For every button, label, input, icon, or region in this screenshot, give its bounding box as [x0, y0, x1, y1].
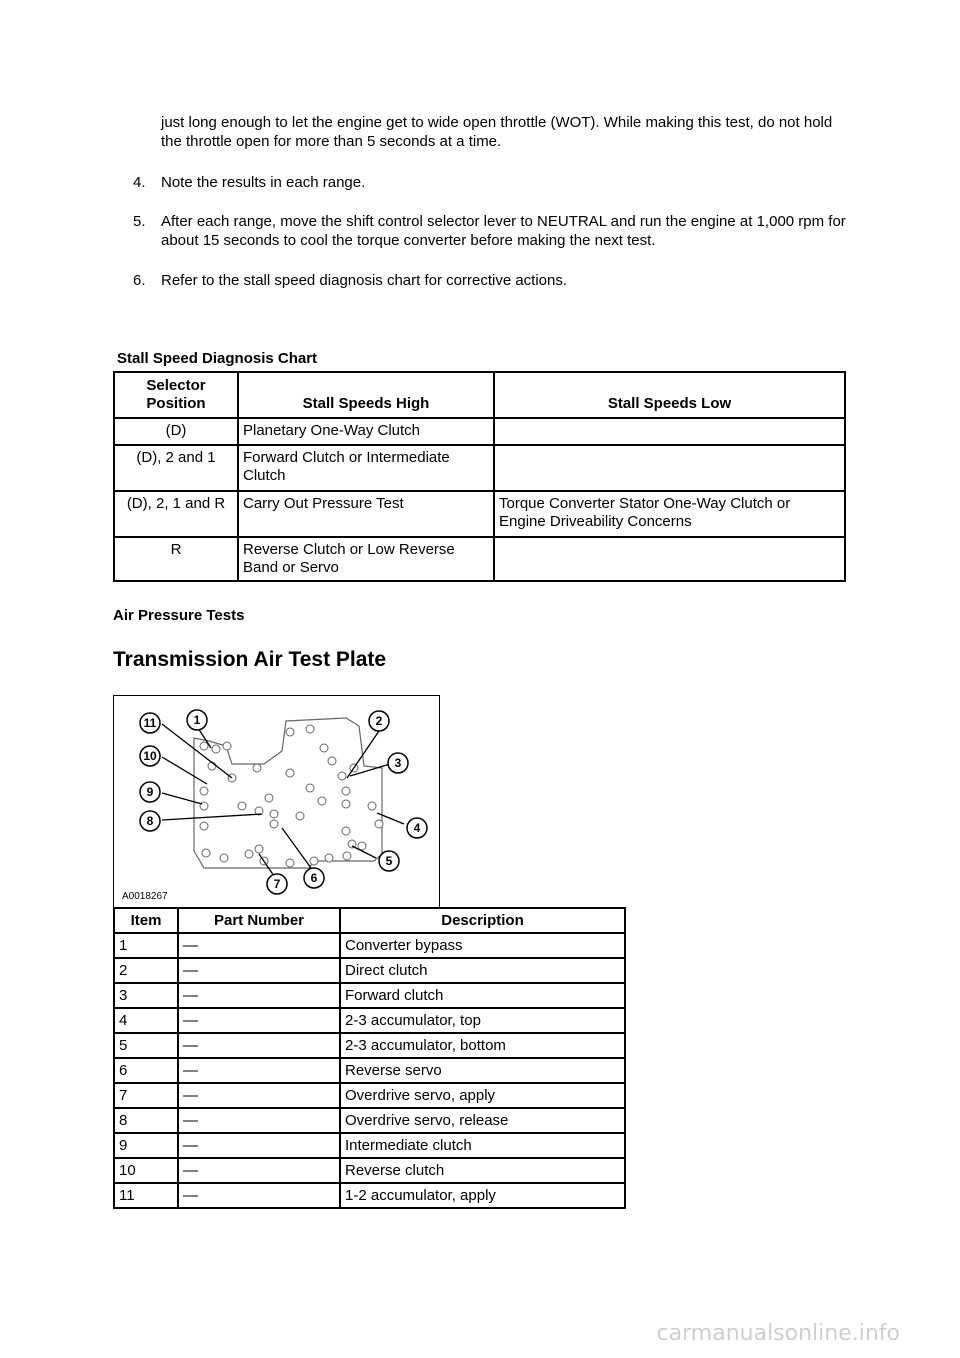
part-number: —: [178, 1008, 340, 1033]
stall-chart-caption: Stall Speed Diagnosis Chart: [117, 350, 318, 367]
continuation-text: just long enough to let the engine get to wide open throttle (WOT). While making this test, do not hold the throttle open for more than 5 seconds at a time.: [161, 114, 833, 150]
item-number: 2: [114, 958, 178, 983]
svg-text:1: 1: [193, 713, 201, 727]
part-number: —: [178, 933, 340, 958]
item-description: Reverse servo: [340, 1058, 625, 1083]
item-description: Overdrive servo, release: [340, 1108, 625, 1133]
table-row: [114, 491, 845, 537]
step-number: 6.: [133, 272, 146, 289]
svg-text:9: 9: [146, 785, 154, 799]
item-number: 10: [114, 1158, 178, 1183]
table-row: [114, 1183, 625, 1208]
item-number: 11: [114, 1183, 178, 1208]
callout-11: [140, 713, 160, 733]
item-number: 3: [114, 983, 178, 1008]
air-test-plate-diagram: [113, 695, 440, 908]
table-row: [114, 1108, 625, 1133]
svg-text:11: 11: [143, 716, 157, 730]
item-description: Forward clutch: [340, 983, 625, 1008]
item-number: 9: [114, 1133, 178, 1158]
item-description: Overdrive servo, apply: [340, 1083, 625, 1108]
part-number: —: [178, 1083, 340, 1108]
table-cell: Torque Converter Stator One-Way Clutch or Engine Driveability Concerns: [494, 491, 845, 537]
item-number: 4: [114, 1008, 178, 1033]
table-row: [114, 958, 625, 983]
table-row: [114, 445, 845, 491]
item-number: 5: [114, 1033, 178, 1058]
table-header-row: [114, 908, 625, 933]
table-row: [114, 1033, 625, 1058]
item-description: 2-3 accumulator, top: [340, 1008, 625, 1033]
column-header: Item: [114, 908, 178, 933]
svg-text:10: 10: [143, 749, 157, 763]
callout-7: [267, 874, 287, 894]
item-number: 8: [114, 1108, 178, 1133]
item-description: Direct clutch: [340, 958, 625, 983]
part-number: —: [178, 1183, 340, 1208]
item-number: 7: [114, 1083, 178, 1108]
svg-text:3: 3: [394, 756, 402, 770]
callout-9: [140, 782, 160, 802]
table-cell: [494, 537, 845, 581]
step-text: Note the results in each range.: [161, 174, 366, 191]
section-title: Air Pressure Tests: [113, 607, 245, 624]
callout-2: [369, 711, 389, 731]
svg-text:6: 6: [310, 871, 318, 885]
item-description: Converter bypass: [340, 933, 625, 958]
callout-3: [388, 753, 408, 773]
part-number: —: [178, 1058, 340, 1083]
table-cell: Forward Clutch or Intermediate Clutch: [238, 445, 494, 491]
svg-text:8: 8: [146, 814, 154, 828]
table-header-row: [114, 372, 845, 418]
figure-title: Transmission Air Test Plate: [113, 648, 387, 671]
part-number: —: [178, 958, 340, 983]
plate-holes: [200, 725, 383, 867]
svg-text:4: 4: [413, 821, 421, 835]
part-number: —: [178, 1033, 340, 1058]
item-number: 1: [114, 933, 178, 958]
table-row: [114, 1058, 625, 1083]
callout-1: [187, 710, 207, 730]
column-header: Stall Speeds High: [238, 372, 494, 418]
item-number: 6: [114, 1058, 178, 1083]
table-cell: (D): [114, 418, 238, 445]
stall-speed-table: [113, 371, 846, 582]
part-number: —: [178, 1133, 340, 1158]
svg-text:7: 7: [273, 877, 281, 891]
column-header: Part Number: [178, 908, 340, 933]
svg-text:2: 2: [375, 714, 383, 728]
table-row: [114, 1158, 625, 1183]
table-row: [114, 537, 845, 581]
item-description: 1-2 accumulator, apply: [340, 1183, 625, 1208]
item-description: Reverse clutch: [340, 1158, 625, 1183]
part-number: —: [178, 1108, 340, 1133]
step-number: 5.: [133, 213, 146, 230]
table-cell: (D), 2, 1 and R: [114, 491, 238, 537]
step-number: 4.: [133, 174, 146, 191]
table-cell: Carry Out Pressure Test: [238, 491, 494, 537]
table-row: [114, 1133, 625, 1158]
column-header: Selector Position: [114, 372, 238, 418]
part-number: —: [178, 983, 340, 1008]
step-text: Refer to the stall speed diagnosis chart for corrective actions.: [161, 272, 568, 289]
air-test-items-table: [113, 907, 626, 1209]
table-cell: [494, 418, 845, 445]
callout-5: [379, 851, 399, 871]
callout-8: [140, 811, 160, 831]
svg-text:5: 5: [385, 854, 393, 868]
table-cell: [494, 445, 845, 491]
callout-10: [140, 746, 160, 766]
item-description: 2-3 accumulator, bottom: [340, 1033, 625, 1058]
item-description: Intermediate clutch: [340, 1133, 625, 1158]
callout-4: [407, 818, 427, 838]
step-text: After each range, move the shift control selector lever to NEUTRAL and run the engine at 1,000 rpm for about 15 seconds to cool the torque converter before making the next test.: [161, 213, 846, 249]
table-row: [114, 933, 625, 958]
table-row: [114, 1083, 625, 1108]
table-cell: R: [114, 537, 238, 581]
table-row: [114, 418, 845, 445]
watermark: carmanualsonline.info: [656, 1321, 900, 1346]
table-row: [114, 983, 625, 1008]
table-cell: Planetary One-Way Clutch: [238, 418, 494, 445]
air-test-plate-illustration: [114, 696, 439, 907]
table-cell: (D), 2 and 1: [114, 445, 238, 491]
part-number: —: [178, 1158, 340, 1183]
table-cell: Reverse Clutch or Low Reverse Band or Servo: [238, 537, 494, 581]
table-row: [114, 1008, 625, 1033]
column-header: Stall Speeds Low: [494, 372, 845, 418]
column-header: Description: [340, 908, 625, 933]
callout-6: [304, 868, 324, 888]
figure-id: A0018267: [122, 891, 168, 902]
